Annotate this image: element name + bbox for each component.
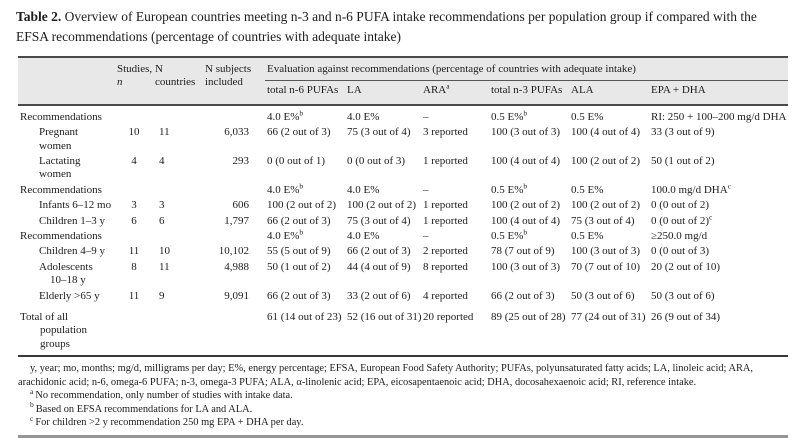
footnotes [18, 362, 784, 430]
row-label: Elderly >65 y [39, 289, 100, 302]
table-row [18, 125, 788, 154]
cell-ala: 70 (7 out of 10) [571, 260, 641, 273]
cell-total-n6-pufas: 4.0 E%$^b$ [267, 181, 304, 196]
table-caption-text: Overview of European countries meeting n-3 and n-6 PUFA intake recommendations per population group if compared with the EFSA recommendations (percentage of countries with adequate intake) [16, 9, 757, 44]
cell-n-countries: 3 [159, 199, 165, 212]
cell-ara: 4 reported [423, 289, 468, 302]
cell-epa-dha: 26 (9 out of 34) [651, 311, 721, 324]
cell-total-n3-pufas: 78 (7 out of 9) [491, 245, 555, 258]
cell-la: 0 (0 out of 3) [347, 154, 406, 167]
col-header-empty [18, 57, 115, 105]
cell-n-countries: 10 [159, 245, 170, 258]
footnote-abbreviations: y, year; mo, months; mg/d, milligrams per day; E%, energy percentage; EFSA, European Food Safety Authority; PUFAs, polyunsaturated fatty acids; LA, linoleic acid; ARA, arachidonic acid; n-6, omega-6 PUFA; n-3, omega-3 PUFA; ALA, α-linolenic acid; EPA, eicosapentaenoic acid; DHA, docosahexaenoic acid; RI, reference intake. [18, 363, 753, 388]
cell-studies-n [115, 183, 153, 198]
table-row [18, 154, 788, 183]
footnote-a-marker: a [30, 386, 34, 396]
cell-studies-n: 8 [131, 260, 137, 273]
cell-ala: 75 (3 out of 4) [571, 214, 635, 227]
row-label: Adolescents 10–18 y [39, 260, 93, 287]
cell-la: 4.0 E% [347, 183, 380, 196]
cell-total-n6-pufas: 4.0 E%$^b$ [267, 227, 304, 242]
row-label: Infants 6–12 mo [39, 199, 112, 212]
cell-n-subjects [203, 105, 265, 125]
table-row [18, 183, 788, 198]
cell-ara: – [423, 110, 429, 123]
cell-ara: 1 reported [423, 154, 468, 167]
cell-ala: 77 (24 out of 31) [571, 311, 646, 324]
cell-n-countries [153, 105, 203, 125]
cell-total-n6-pufas: 66 (2 out of 3) [267, 289, 331, 302]
cell-total-n3-pufas: 100 (3 out of 3) [491, 260, 561, 273]
footnote-c-marker: c [30, 413, 34, 423]
cell-ala: 100 (2 out of 2) [571, 199, 641, 212]
col-header-total-n3-pufas: total n-3 PUFAs [491, 84, 563, 97]
cell-ara: 20 reported [423, 311, 474, 324]
header-row-1 [18, 57, 788, 81]
cell-epa-dha: 20 (2 out of 10) [651, 260, 721, 273]
cell-studies-n [115, 105, 153, 125]
col-header-epa-dha: EPA + DHA [651, 84, 706, 97]
table-caption-label: Table 2. [16, 9, 62, 24]
col-header-total-n6-pufas: total n-6 PUFAs [267, 84, 339, 97]
row-label: Children 4–9 y [39, 245, 105, 258]
cell-ala: 0.5 E% [571, 110, 604, 123]
cell-epa-dha: 0 (0 out of 2)$^c$ [651, 211, 713, 227]
cell-ala: 100 (2 out of 2) [571, 154, 641, 167]
cell-epa-dha: 0 (0 out of 3) [651, 245, 710, 258]
cell-epa-dha: RI: 250 + 100–200 mg/d DHA [651, 110, 787, 123]
row-label: Total of all population groups [20, 311, 88, 350]
cell-studies-n: 4 [131, 154, 137, 167]
cell-n-subjects: 1,797 [224, 214, 249, 227]
cell-total-n3-pufas: 66 (2 out of 3) [491, 289, 555, 302]
cell-epa-dha: 50 (1 out of 2) [651, 154, 715, 167]
row-label: Lactating women [39, 154, 81, 181]
cell-studies-n: 11 [128, 245, 140, 258]
cell-total-n6-pufas: 0 (0 out of 1) [267, 154, 326, 167]
table-header [18, 57, 788, 105]
cell-la: 75 (3 out of 4) [347, 214, 411, 227]
col-header-subjects-line2: included [205, 76, 243, 89]
cell-ala: 100 (3 out of 3) [571, 245, 641, 258]
cell-n-countries: 11 [159, 260, 170, 273]
table-row [18, 214, 788, 229]
cell-ala: 0.5 E% [571, 230, 604, 242]
col-group-header: Evaluation against recommendations (percentage of countries with adequate intake) [265, 57, 788, 81]
footnote-a-text: No recommendation, only number of studies with intake data. [35, 390, 293, 402]
table-row [18, 260, 788, 289]
table-body [18, 105, 788, 357]
cell-n-subjects [203, 304, 265, 356]
table-row [18, 105, 788, 125]
col-header-subjects [203, 57, 265, 105]
cell-n-subjects: 6,033 [224, 126, 249, 139]
data-table [18, 56, 788, 357]
col-header-ara [421, 81, 489, 105]
cell-n-countries [153, 229, 203, 244]
col-header-ara-text: ARA [423, 84, 447, 97]
col-header-subjects-line1: N subjects [205, 62, 252, 75]
cell-total-n6-pufas: 50 (1 out of 2) [267, 260, 331, 273]
cell-epa-dha: 0 (0 out of 2) [651, 199, 710, 212]
cell-studies-n: 3 [131, 199, 137, 212]
cell-studies-n: 11 [128, 289, 140, 302]
footnote-c [18, 413, 784, 430]
cell-n-countries: 6 [159, 214, 165, 227]
cell-ala: 50 (3 out of 6) [571, 289, 635, 302]
cell-epa-dha: ≥250.0 mg/d [651, 230, 708, 242]
cell-studies-n: 10 [128, 126, 140, 139]
footnote-a [18, 386, 784, 403]
col-header-countries [153, 57, 203, 105]
footnote-c-text: For children >2 y recommendation 250 mg EPA + DHA per day. [35, 417, 304, 429]
col-header-ala: ALA [571, 84, 594, 97]
footnote-b-marker: b [30, 400, 34, 410]
cell-studies-n: 6 [131, 214, 137, 227]
table-caption [16, 7, 785, 47]
row-label: Recommendations [20, 110, 102, 123]
cell-epa-dha: 33 (3 out of 9) [651, 126, 715, 139]
cell-epa-dha: 50 (3 out of 6) [651, 289, 715, 302]
cell-studies-n [115, 229, 153, 244]
cell-ara: – [423, 183, 429, 196]
cell-n-countries: 4 [159, 154, 165, 167]
row-label: Pregnant women [39, 126, 79, 152]
cell-ara: 8 reported [423, 260, 468, 273]
cell-total-n6-pufas: 55 (5 out of 9) [267, 245, 331, 258]
cell-ara: 1 reported [423, 214, 468, 227]
cell-ara: 2 reported [423, 245, 468, 258]
cell-total-n3-pufas: 0.5 E%$^b$ [491, 227, 528, 242]
bottom-rule [18, 435, 788, 438]
cell-ara: 3 reported [423, 126, 468, 139]
cell-la: 33 (2 out of 6) [347, 289, 411, 302]
col-header-ara-sup: a [446, 81, 450, 91]
table-row [18, 304, 788, 356]
col-header-countries-line2: countries [155, 76, 196, 89]
footnote-b [18, 400, 784, 417]
cell-studies-n [115, 304, 153, 356]
cell-total-n3-pufas: 100 (3 out of 3) [491, 126, 561, 139]
cell-epa-dha: 100.0 mg/d DHA$^c$ [651, 181, 732, 196]
cell-total-n6-pufas: 66 (2 out of 3) [267, 214, 331, 227]
cell-n-subjects: 606 [232, 199, 249, 212]
cell-total-n3-pufas: 89 (25 out of 28) [491, 311, 566, 324]
cell-total-n3-pufas: 100 (4 out of 4) [491, 154, 561, 167]
cell-la: 75 (3 out of 4) [347, 126, 411, 139]
cell-total-n6-pufas: 66 (2 out of 3) [267, 126, 331, 139]
col-header-countries-line1: N [155, 62, 163, 75]
cell-total-n3-pufas: 0.5 E%$^b$ [491, 181, 528, 196]
cell-total-n6-pufas: 4.0 E%$^b$ [267, 108, 304, 123]
cell-total-n3-pufas: 100 (2 out of 2) [491, 199, 561, 212]
cell-ara: – [423, 230, 429, 242]
col-header-studies [115, 57, 153, 105]
cell-n-countries [153, 304, 203, 356]
table-row [18, 229, 788, 244]
row-label: Children 1–3 y [39, 214, 105, 227]
cell-n-subjects: 9,091 [224, 289, 249, 302]
table-row [18, 289, 788, 304]
col-header-studies-line1: Studies, [117, 62, 153, 75]
cell-n-subjects: 293 [232, 154, 249, 167]
cell-n-subjects: 4,988 [224, 260, 249, 273]
cell-n-countries: 11 [159, 126, 170, 139]
cell-total-n6-pufas: 61 (14 out of 23) [267, 311, 342, 324]
cell-la: 66 (2 out of 3) [347, 245, 411, 258]
cell-la: 4.0 E% [347, 110, 380, 123]
col-header-studies-line2: n [117, 76, 123, 89]
cell-total-n3-pufas: 100 (4 out of 4) [491, 214, 561, 227]
cell-n-subjects [203, 229, 265, 244]
cell-total-n6-pufas: 100 (2 out of 2) [267, 199, 337, 212]
row-label: Recommendations [20, 183, 102, 196]
row-label: Recommendations [20, 230, 102, 242]
cell-la: 4.0 E% [347, 230, 380, 242]
footnote-b-text: Based on EFSA recommendations for LA and ALA. [35, 403, 253, 415]
cell-la: 44 (4 out of 9) [347, 260, 411, 273]
cell-la: 52 (16 out of 31) [347, 311, 422, 324]
cell-n-countries [153, 183, 203, 198]
cell-n-subjects: 10,102 [218, 245, 249, 258]
cell-ala: 0.5 E% [571, 183, 604, 196]
table-row [18, 244, 788, 259]
cell-n-countries: 9 [159, 289, 165, 302]
cell-ara: 1 reported [423, 199, 468, 212]
table-row [18, 198, 788, 213]
cell-la: 100 (2 out of 2) [347, 199, 417, 212]
col-header-la: LA [347, 84, 362, 97]
cell-total-n3-pufas: 0.5 E%$^b$ [491, 108, 528, 123]
cell-ala: 100 (4 out of 4) [571, 126, 641, 139]
cell-n-subjects [203, 183, 265, 198]
